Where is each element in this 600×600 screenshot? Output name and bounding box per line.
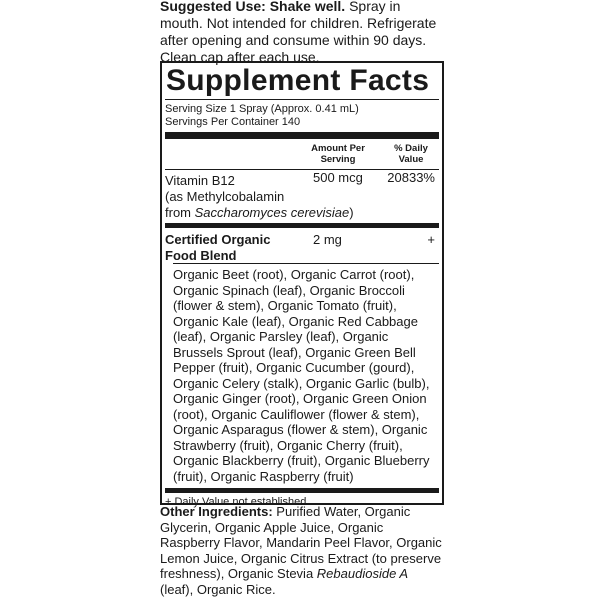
nutrient-row-vitamin-b12 (165, 170, 439, 223)
blend-name-line1: Certified Organic (165, 232, 271, 247)
suggested-use-label: Suggested Use: (160, 0, 266, 14)
blend-name-line2: Food Blend (165, 248, 237, 263)
column-headers (165, 139, 439, 169)
other-ingredients-text2: (leaf), Organic Rice. (160, 581, 276, 597)
nutrient-amount: 500 mcg (313, 170, 363, 185)
suggested-use (160, 0, 442, 66)
suggested-use-text (160, 0, 442, 66)
facts-title: Supplement Facts (166, 64, 430, 97)
other-ingredients-label: Other Ingredients: (160, 504, 273, 519)
blend-ingredients-text: Organic Beet (root), Organic Carrot (root), Organic Spinach (leaf), Organic Broccoli (flower & stem), Organic Tomato (fruit), Organic Kale (leaf), Organic Red Cabbage (leaf), Organic Parsley (leaf), Organic Brussels Sprout (leaf), Organic Green Bell Pepper (fruit), Organic Cucumber (gourd), Organic Celery (stalk), Organic Garlic (bulb), Organic Ginger (root), Organic Green Onion (root), Organic Cauliflower (flower & stem), Organic Asparagus (flower & stem), Organic Strawberry (fruit), Organic Cherry (fruit), Organic Blackberry (fruit), Organic Blueberry (fruit), Organic Raspberry (fruit) (173, 267, 430, 484)
source-suffix: ) (349, 205, 354, 220)
amount-per-serving-header: Amount Per Serving (311, 143, 365, 165)
servings-per-container: Servings Per Container 140 (165, 116, 301, 128)
nutrient-name: Vitamin B12 (165, 173, 235, 188)
nutrient-source: (as Methylcobalamin (165, 189, 285, 204)
other-ingredients (160, 504, 442, 597)
nutrient-row-food-blend (165, 228, 439, 263)
supplement-facts-panel (160, 61, 444, 508)
thick-divider (165, 132, 439, 139)
other-ingredients-text1: Purified Water, Organic Glycerin, Organic Apple Juice, Organic Raspberry Flavor, Mandarin Peel Flavor, Organic Lemon Juice, Organic Citrus Extract (to preserve freshness), Organic Stevia (160, 504, 442, 581)
source-prefix: from (165, 205, 195, 220)
footnote: + Daily Value not established. (165, 496, 310, 508)
suggested-use-bold: Shake well. (269, 0, 346, 14)
nutrient-dv: 20833% (387, 170, 435, 185)
serving-info (165, 100, 439, 129)
source-organism: Saccharomyces cerevisiae (194, 205, 350, 220)
daily-value-header: % Daily Value (394, 143, 428, 165)
blend-dv: + (427, 232, 435, 247)
blend-ingredients (173, 263, 439, 488)
nutrient-source-line (165, 205, 439, 221)
suggested-use-body: Spray in mouth. Not intended for children. Refrigerate after opening and consume within 90 days. Clean cap after each use. (160, 0, 437, 65)
serving-size: Serving Size 1 Spray (Approx. 0.41 mL) (165, 103, 359, 115)
other-ingredients-italic: Rebaudioside A (316, 566, 409, 581)
blend-amount: 2 mg (313, 232, 342, 247)
